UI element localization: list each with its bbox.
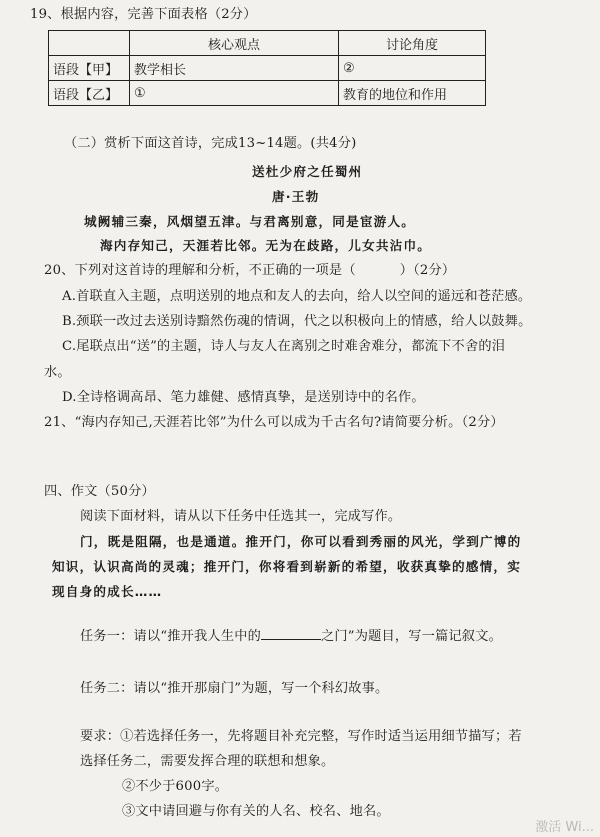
table-header-cell: 讨论角度: [339, 31, 486, 56]
table-header-cell: [49, 31, 130, 56]
q21-text: 21、“海内存知己,天涯若比邻”为什么可以成为千古名句?请简要分析。（2分）: [44, 415, 504, 430]
requirement-1: 要求：①若选择任务一，先将题目补充完整，写作时适当运用细节描写；若: [80, 729, 522, 744]
table-cell: ②: [339, 56, 486, 81]
essay-material-1: 门，既是阻隔，也是通道。推开门，你可以看到秀丽的风光，学到广博的: [80, 534, 522, 549]
table-cell: 教学相长: [130, 56, 339, 81]
table-row: [49, 56, 486, 81]
poem-line-2: 海内存知己，天涯若比邻。无为在歧路，儿女共沾巾。: [100, 238, 432, 253]
table-header-row: [49, 31, 486, 56]
q20-stem-a: 20、下列对这首诗的理解和分析，不正确的一项是（: [44, 263, 356, 278]
q19-title: 19、根据内容，完善下面表格（2分）: [30, 7, 257, 22]
os-activation-watermark: 激活 Wi...: [535, 820, 594, 835]
section2-heading: （二）赏析下面这首诗，完成13~14题。(共4分): [64, 136, 357, 151]
task-1: [80, 627, 502, 646]
table-cell: 语段【甲】: [49, 56, 130, 81]
essay-intro: 阅读下面材料，请从以下任务中任选其一，完成写作。: [80, 509, 402, 524]
task-1-b: 之门”为题目，写一篇记叙文。: [320, 629, 502, 644]
requirement-3: ③文中请回避与你有关的人名、校名、地名。: [122, 804, 390, 819]
q20-option-c-cont: 水。: [44, 365, 71, 380]
q20-option-c: C.尾联点出“送”的主题，诗人与友人在离别之时难舍难分，都流下不舍的泪: [62, 339, 506, 354]
poem-title: 送杜少府之任蜀州: [252, 164, 363, 179]
section4-heading: 四、作文（50分）: [44, 484, 155, 499]
table-cell: 教育的地位和作用: [339, 81, 486, 106]
requirement-2: ②不少于600字。: [122, 779, 229, 794]
table-row: [49, 81, 486, 106]
table-header-cell: 核心观点: [130, 31, 339, 56]
essay-material-2: 知识，认识高尚的灵魂；推开门，你将看到崭新的希望，收获真挚的感情，实: [52, 559, 521, 574]
essay-material-3: 现自身的成长……: [52, 584, 163, 599]
title-blank: [261, 627, 321, 640]
q19-table: [48, 30, 486, 106]
requirement-1-cont: 选择任务二，需要发挥合理的联想和想象。: [80, 754, 335, 769]
poem-author: 唐·王勃: [272, 189, 320, 204]
q20-option-d: D.全诗格调高昂、笔力雄健、感情真挚，是送别诗中的名作。: [62, 390, 425, 405]
q20-option-b: B.颈联一改过去送别诗黯然伤魂的情调，代之以积极向上的情感，给人以鼓舞。: [62, 314, 532, 329]
table-cell: 语段【乙】: [49, 81, 130, 106]
q20-option-a: A.首联直入主题，点明送别的地点和友人的去向，给人以空间的遥远和苍茫感。: [62, 289, 532, 304]
q20-stem: [44, 262, 455, 280]
q20-stem-b: ）（2分）: [399, 263, 456, 278]
table-cell: ①: [130, 81, 339, 106]
poem-line-1: 城阙辅三秦，风烟望五津。与君离别意，同是宦游人。: [84, 214, 416, 229]
task-1-a: 任务一：请以“推开我人生中的: [80, 629, 261, 644]
task-2: 任务二：请以“推开那扇门”为题，写一个科幻故事。: [80, 681, 389, 696]
